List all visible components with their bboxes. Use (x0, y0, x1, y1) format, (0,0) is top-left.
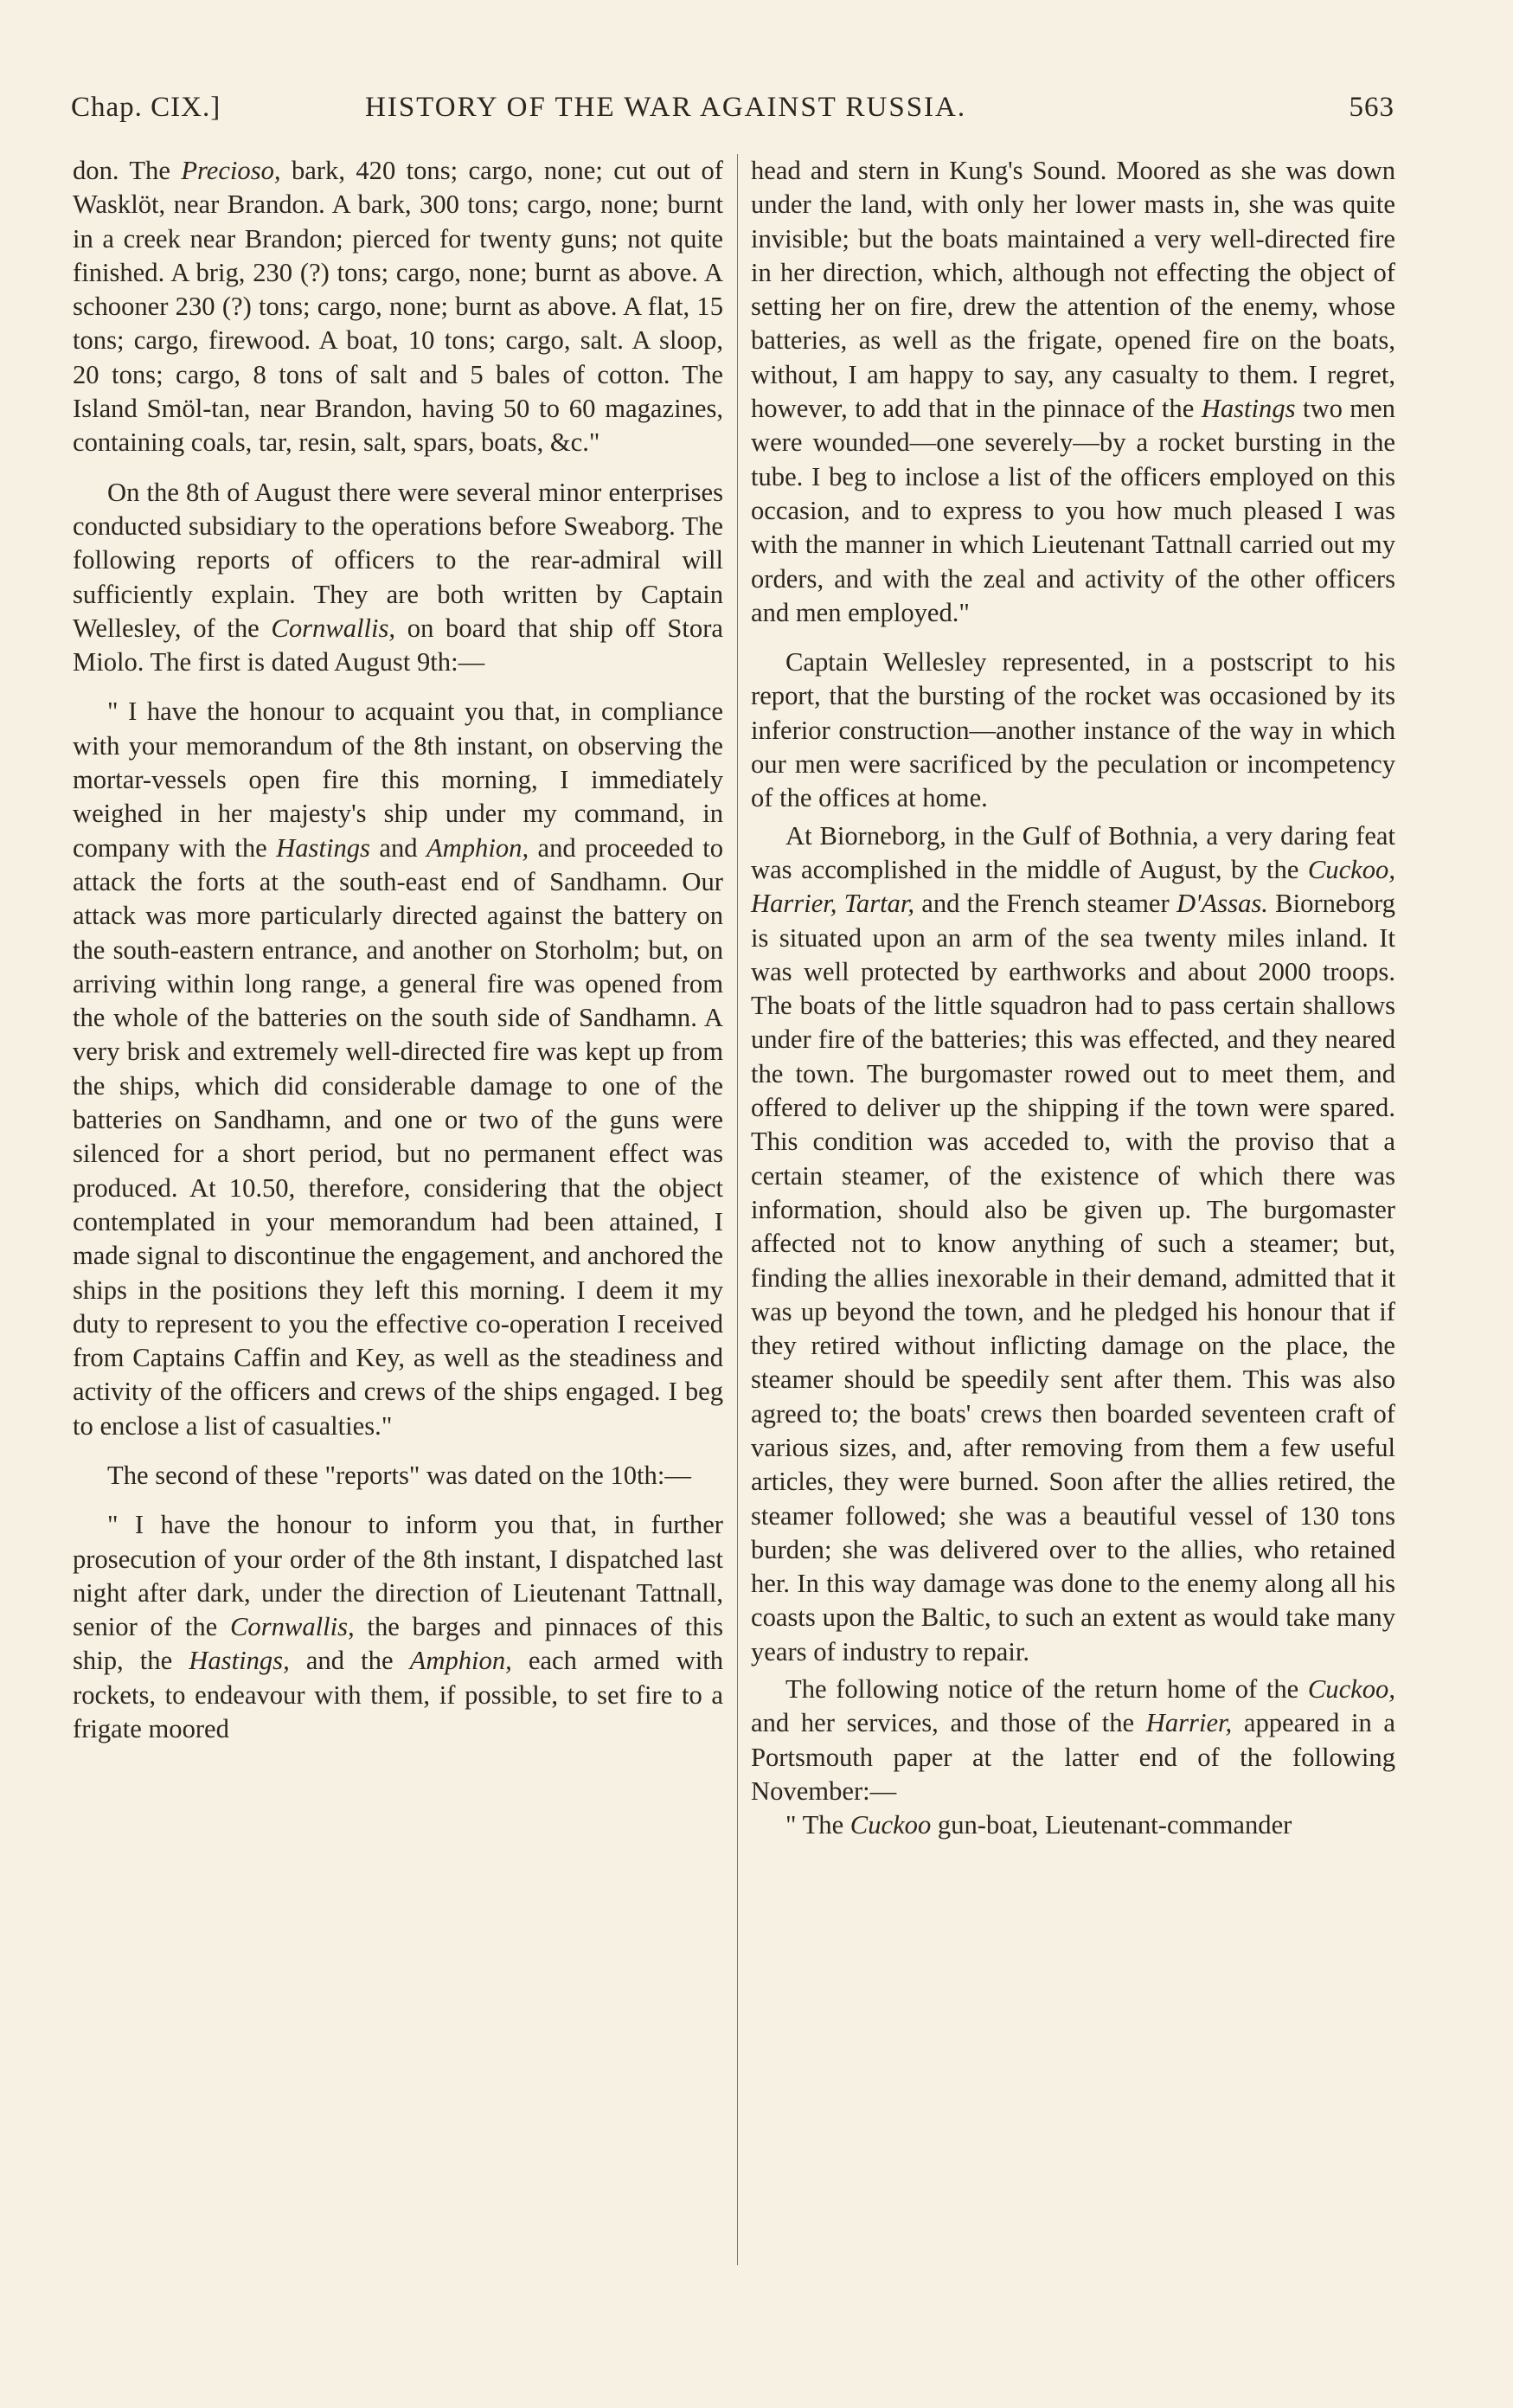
text-run: Biorneborg is situated upon an arm of the sea twenty miles inland. It was well protected by earthworks and about 2000 troops. The boats of the little squadron had to pass certain shallows under fire of the batteries; this was effected, and they neared the town. The burgomaster rowed out to meet them, and offered to deliver up the shipping if the town were spared. This condition was acceded to, with the proviso that a certain steamer, of the existence of which there was information, should also be given up. The burgomaster affected not to know anything of such a steamer; but, finding the allies inexorable in their demand, admitted that it was up beyond the town, and he pledged his honour that if they retired without inflicting damage on the place, the steamer should be speedily sent after them. This was also agreed to; the boats' crews then boarded seventeen craft of various sizes, and, after removing from them a few useful articles, they were burned. Soon after the allies retired, the steamer followed; she was a beautiful vessel of 130 tons burden; she was delivered over to the allies, who retained her. In this way damage was done to the enemy along all his coasts upon the Baltic, to such an extent as would take many years of industry to repair. (751, 889, 1395, 1666)
ship-name: Hastings (276, 832, 370, 863)
text-run: on board that ship off Stora Miolo. The first is dated August 9th:— (73, 613, 723, 677)
page-number: 563 (1349, 92, 1394, 123)
ship-name: Amphion, (426, 832, 529, 863)
text-run: The following notice of the return home of the (785, 1674, 1308, 1705)
ship-name: Cornwallis, (230, 1612, 355, 1642)
ship-name: Harrier, (1145, 1708, 1233, 1738)
paragraph-portsmouth-notice (751, 1673, 1395, 1808)
ship-name: Cornwallis, (271, 613, 396, 643)
text-run: two men were wounded—one severely—by a rocket bursting in the tube. I beg to inclose a list of the officers employed on this occasion, and to express to you how much pleased I was with the manner in which Lieutenant Tattnall carried out my orders, and with the zeal and activity of the other officers and men employed." (751, 394, 1395, 627)
running-head (71, 87, 1394, 130)
text-run: Captain Wellesley represented, in a postscript to his report, that the bursting of the rocket was occasioned by its inferior construction—another instance of the way in which our men were sacrificed by the peculation or incompetency of the offices at home. (751, 647, 1395, 813)
ship-name: Cuckoo, (1307, 1674, 1395, 1705)
paragraph-second-report-continued (751, 154, 1395, 630)
ship-name: Hastings, (189, 1646, 290, 1676)
ship-name: Precioso, (181, 156, 281, 185)
text-run: The second of these "reports" was dated on the 10th:— (107, 1460, 691, 1490)
running-title: HISTORY OF THE WAR AGAINST RUSSIA. (365, 92, 967, 123)
text-run: don. The (73, 156, 182, 185)
paragraph-august-8th (73, 476, 723, 680)
text-run: gun-boat, Lieutenant-commander (931, 1810, 1292, 1840)
ship-name: Hastings (1201, 394, 1296, 424)
left-column (73, 154, 723, 1746)
text-run: bark, 420 tons; cargo, none; cut out of Wasklöt, near Brandon. A bark, 300 tons; cargo, none; burnt in a creek near Brandon; pierced for twenty guns; not quite finished. A brig, 230 (?) tons; cargo, none; burnt as above. A schooner 230 (?) tons; cargo, none; burnt as above. A flat, 15 tons; cargo, firewood. A boat, 10 tons; cargo, salt. A sloop, 20 tons; cargo, 8 tons of salt and 5 bales of cotton. The Island Smöl-tan, near Brandon, having 50 to 60 magazines, containing coals, tar, resin, salt, spars, boats, &c." (73, 156, 723, 458)
paragraph-second-report (73, 1508, 723, 1746)
chapter-label: Chap. CIX.] (71, 92, 221, 123)
ship-name: D'Assas. (1176, 889, 1268, 919)
paragraph-biorneborg (751, 819, 1395, 1669)
text-run: appeared in a Portsmouth paper at the latter end of the following November:— (751, 1708, 1395, 1806)
text-run: each armed with rockets, to endeavour with them, if possible, to set fire to a frigate moored (73, 1646, 724, 1744)
text-run: " I have the honour to acquaint you that, in compliance with your memorandum of the 8th instant, on observing the mortar-vessels open fire this morning, I immediately weighed in her majesty's ship under my command, in company with the (73, 697, 723, 863)
text-run: and proceeded to attack the forts at the south-east end of Sandhamn. Our attack was more particularly directed against the battery on the south-eastern entrance, and another on Storholm; but, on arriving within long range, a general fire was opened from the whole of the batteries on the south side of Sandhamn. A very brisk and extremely well-directed fire was kept up from the ships, which did considerable damage to one of the batteries on Sandhamn, and one or two of the guns were silenced for a short period, but no permanent effect was produced. At 10.50, therefore, considering that the object contemplated in your memorandum had been attained, I made signal to discontinue the engagement, and anchored the ships in the positions they left this morning. I deem it my duty to represent to you the effective co-operation I received from Captains Caffin and Key, as well as the steadiness and activity of the officers and crews of the ships engaged. I beg to enclose a list of casualties." (73, 832, 723, 1441)
text-run: At Biorneborg, in the Gulf of Bothnia, a very daring feat was accomplished in the middle of August, by the (751, 820, 1395, 884)
ship-name: Cuckoo, Harrier, Tartar, (751, 854, 1395, 919)
text-run: the barges and pinnaces of this ship, the (73, 1612, 724, 1676)
text-run: and the French steamer (914, 889, 1176, 919)
text-run: and (369, 832, 426, 863)
right-column (751, 154, 1395, 1843)
paragraph-cuckoo-quote (751, 1808, 1395, 1842)
text-run: " The (785, 1810, 850, 1840)
column-divider (737, 154, 738, 2265)
paragraph-ship-list-continued (73, 154, 723, 460)
paragraph-second-report-intro (73, 1459, 723, 1493)
ship-name: Cuckoo (849, 1810, 932, 1840)
paragraph-first-report (73, 695, 723, 1443)
text-run: and the (289, 1646, 410, 1676)
text-run: and her services, and those of the (751, 1708, 1146, 1738)
text-run: head and stern in Kung's Sound. Moored as she was down under the land, with only her lower masts in, she was quite invisible; but the boats maintained a very well-directed fire in her direction, which, although not effecting the object of setting her on fire, drew the attention of the enemy, whose batteries, as well as the frigate, opened fire on the boats, without, I am happy to say, any casualty to them. I regret, however, to add that in the pinnace of the (751, 156, 1395, 424)
text-run: " I have the honour to inform you that, in further prosecution of your order of the 8th instant, I dispatched last night after dark, under the direction of Lieutenant Tattnall, senior of the (73, 1510, 723, 1642)
paragraph-postscript (751, 645, 1395, 815)
text-run: On the 8th of August there were several minor enterprises conducted subsidiary to the operations before Sweaborg. The following reports of officers to the rear-admiral will sufficiently explain. They are both written by Captain Wellesley, of the (73, 477, 723, 643)
ship-name: Amphion, (409, 1646, 512, 1676)
